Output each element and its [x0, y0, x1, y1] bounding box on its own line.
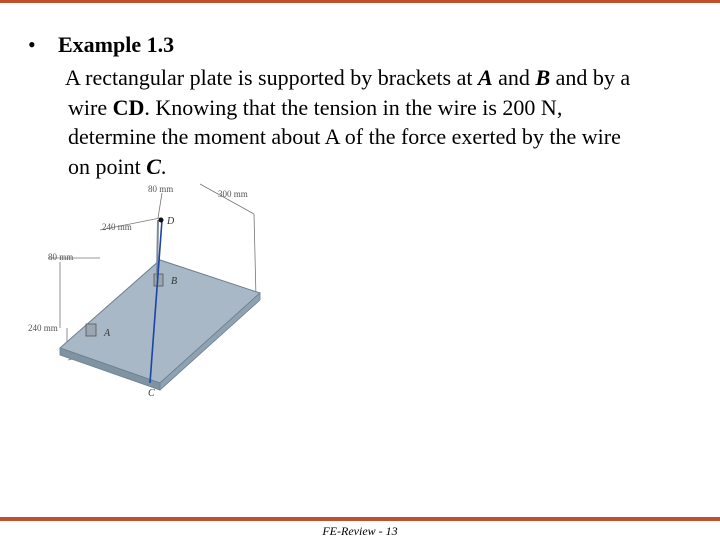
- dim-80-left-label: 80 mm: [48, 252, 74, 262]
- example-heading-row: [28, 30, 174, 60]
- point-c-label: C: [148, 388, 155, 399]
- statement-line-4: on point C.: [68, 153, 167, 179]
- point-d-label: D: [167, 216, 175, 227]
- point-d-marker: [159, 218, 164, 223]
- top-accent-rule: [0, 0, 720, 3]
- dim-300-label: 300 mm: [218, 189, 248, 199]
- plate-figure: [20, 178, 280, 403]
- statement-line-1: A rectangular plate is supported by brackets at A and B and by a: [65, 65, 631, 90]
- statement-line-2: wire CD. Knowing that the tension in the wire is 200 N,: [68, 94, 563, 120]
- bracket-a: [86, 324, 96, 336]
- example-heading: Example 1.3: [58, 32, 175, 57]
- dim-240-left-label: 240 mm: [28, 323, 58, 333]
- problem-statement: [65, 63, 703, 181]
- bottom-accent-rule: [0, 517, 720, 521]
- statement-line-3: determine the moment about A of the force exerted by the wire: [68, 124, 621, 149]
- bullet-icon: •: [28, 32, 36, 57]
- point-a-label: A: [104, 328, 111, 339]
- dim-80-top-label: 80 mm: [148, 184, 174, 194]
- slide-footer: FE-Review - 13: [322, 524, 398, 538]
- point-b-label: B: [171, 276, 178, 287]
- dim-240-top-label: 240 mm: [102, 222, 132, 232]
